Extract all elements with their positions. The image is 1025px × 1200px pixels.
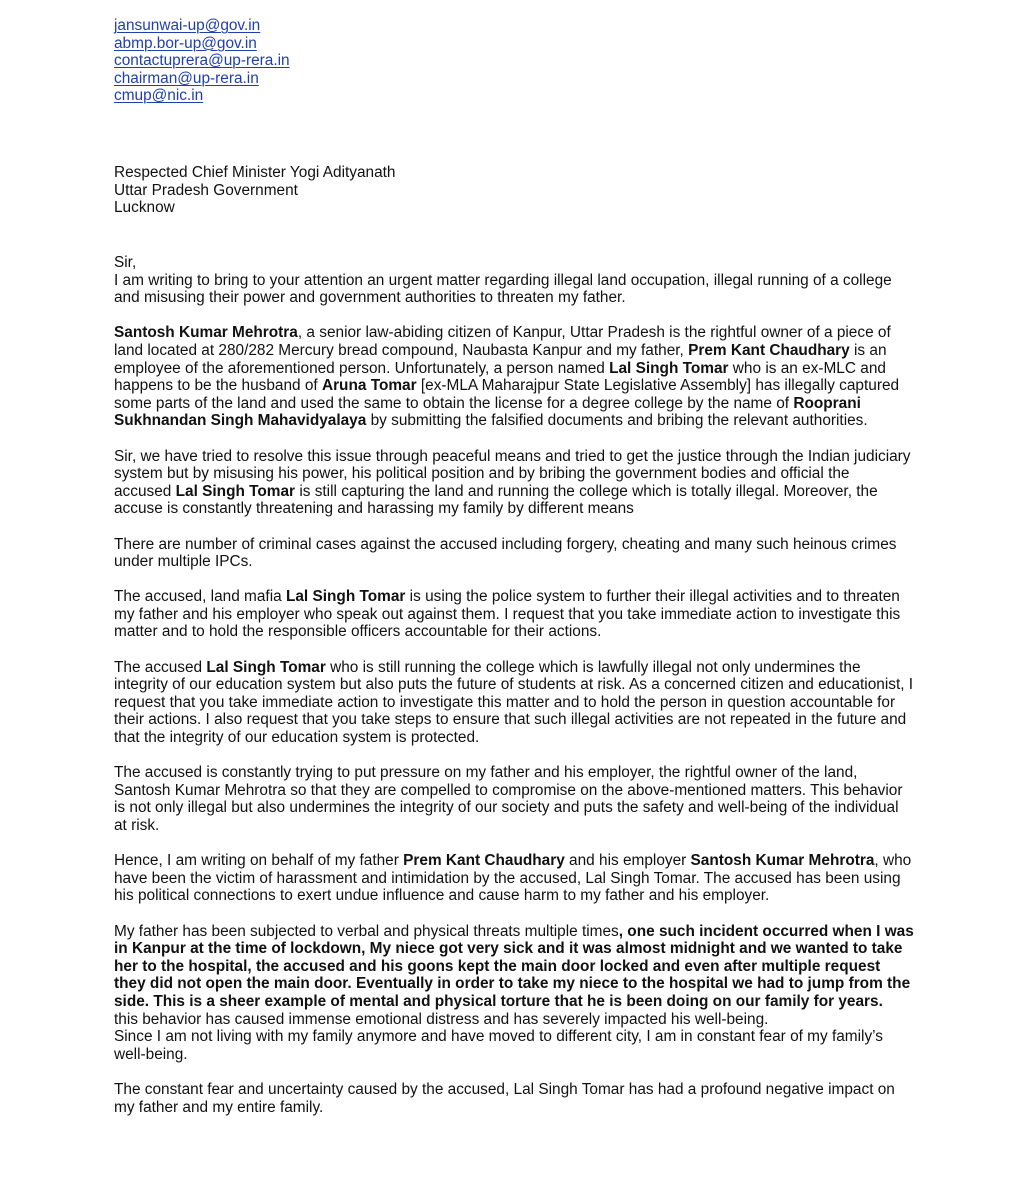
text-segment: this behavior has caused immense emotional distress and has severely impacted his well-being. (114, 1010, 769, 1028)
paragraph-line (114, 412, 914, 430)
paragraph-line (114, 360, 914, 378)
text-segment: my father and his employer who speak out against them. I request that you take immediate action to investigate this (114, 605, 901, 623)
text-segment: The accused (114, 658, 207, 676)
text-segment: and misusing their power and government authorities to threaten my father. (114, 289, 626, 307)
paragraph-line (114, 623, 914, 641)
paragraph-line (114, 870, 914, 888)
letter-paragraph (114, 448, 914, 518)
text-segment: and his employer (564, 852, 691, 870)
letter-paragraph (114, 852, 914, 905)
bold-text-segment: side. This is a sheer example of mental and physical torture that he is been doing on our family for years. (114, 992, 883, 1010)
letter-paragraph (114, 1081, 914, 1116)
letter-body (114, 254, 914, 1134)
text-segment: his political connections to exert undue influence and cause harm to my father and his employer. (114, 887, 770, 905)
text-segment: is still capturing the land and running the college which is totally illegal. Moreover, the (295, 482, 878, 500)
paragraph-line (114, 817, 914, 835)
bold-text-segment: , one such incident occurred when I was (618, 922, 914, 940)
paragraph-line (114, 940, 914, 958)
paragraph-line (114, 1081, 914, 1099)
paragraph-line (114, 588, 914, 606)
text-segment: [ex-MLA Maharajpur State Legislative Assembly] has illegally captured (416, 377, 900, 395)
text-segment: The constant fear and uncertainty caused by the accused, Lal Singh Tomar has had a profound negative impact on (114, 1080, 895, 1098)
text-segment: my father and my entire family. (114, 1098, 324, 1116)
bold-text-segment: Santosh Kumar Mehrotra (114, 324, 298, 342)
text-segment: Sir, (114, 254, 137, 271)
text-segment: Since I am not living with my family anymore and have moved to different city, I am in constant fear of my family’s (114, 1028, 883, 1046)
text-segment: Sir, we have tried to resolve this issue through peaceful means and tried to get the justice through the Indian judiciary (114, 447, 911, 465)
letter-paragraph (114, 324, 914, 430)
paragraph-line (114, 659, 914, 677)
recipient-address (114, 164, 395, 217)
text-segment: , who (874, 852, 912, 870)
paragraph-line (114, 324, 914, 342)
email-link-jansunwai[interactable]: jansunwai-up@gov.in (114, 17, 261, 34)
bold-text-segment: in Kanpur at the time of lockdown, My niece got very sick and it was almost midnight and we wanted to take (114, 940, 903, 958)
text-segment: who is still running the college which is lawfully illegal not only undermines the (325, 658, 861, 676)
paragraph-line (114, 536, 914, 554)
bold-text-segment: Rooprani (793, 394, 861, 412)
paragraph-line (114, 711, 914, 729)
text-segment: integrity of our education system but also puts the future of students at risk. As a concerned citizen and educationist, I (114, 676, 914, 694)
text-segment: at risk. (114, 817, 160, 834)
letter-paragraph (114, 923, 914, 1064)
text-segment: I am writing to bring to your attention an urgent matter regarding illegal land occupation, illegal running of a college (114, 271, 892, 289)
text-segment: is using the police system to further their illegal activities and to threaten (405, 588, 900, 606)
paragraph-line (114, 782, 914, 800)
text-segment: The accused, land mafia (114, 588, 286, 606)
paragraph-line (114, 289, 914, 307)
bold-text-segment: they did not open the main door. Eventually in order to take my niece to the hospital we had to jump from the (114, 975, 911, 993)
address-line-addressee: Respected Chief Minister Yogi Adityanath (114, 164, 396, 181)
bold-text-segment: Prem Kant Chaudhary (403, 852, 565, 870)
letter-paragraph (114, 254, 914, 307)
text-segment: have been the victim of harassment and intimidation by the accused, Lal Singh Tomar. The accused has been using (114, 869, 901, 887)
text-segment: My father has been subjected to verbal and physical threats multiple times (114, 922, 619, 940)
paragraph-line (114, 923, 914, 941)
bold-text-segment: Aruna Tomar (321, 377, 417, 395)
text-segment: well-being. (114, 1045, 188, 1063)
text-segment: There are number of criminal cases against the accused including forgery, cheating and many such heinous crimes (114, 535, 897, 553)
text-segment: by submitting the falsified documents and bribing the relevant authorities. (366, 412, 868, 430)
email-link-abmp[interactable]: abmp.bor-up@gov.in (114, 34, 257, 52)
paragraph-line (114, 764, 914, 782)
paragraph-line (114, 483, 914, 501)
email-link-chairman[interactable]: chairman@up-rera.in (114, 69, 259, 87)
address-line-city: Lucknow (114, 199, 175, 217)
paragraph-line (114, 1046, 914, 1064)
bold-text-segment: her to the hospital, the accused and his goons kept the main door locked and even after multiple request (114, 957, 881, 975)
text-segment: land located at 280/282 Mercury bread compound, Naubasta Kanpur and my father, (114, 341, 689, 359)
bold-text-segment: Sukhnandan Singh Mahavidyalaya (114, 412, 367, 430)
paragraph-line (114, 958, 914, 976)
bold-text-segment: Prem Kant Chaudhary (688, 341, 850, 359)
paragraph-line (114, 272, 914, 290)
paragraph-line (114, 1099, 914, 1117)
paragraph-line (114, 729, 914, 747)
bold-text-segment: Santosh Kumar Mehrotra (690, 852, 875, 870)
paragraph-line (114, 448, 914, 466)
text-segment: under multiple IPCs. (114, 553, 253, 571)
paragraph-line (114, 694, 914, 712)
paragraph-line (114, 606, 914, 624)
paragraph-line (114, 395, 914, 413)
text-segment: , a senior law-abiding citizen of Kanpur, Uttar Pradesh is the rightful owner of a piece of (297, 324, 891, 342)
letter-paragraph (114, 536, 914, 571)
paragraph-line (114, 465, 914, 483)
text-segment: Santosh Kumar Mehrotra so that they are compelled to compromise on the above-mentioned matters. This behavior (114, 781, 903, 799)
text-segment: their actions. I also request that you take steps to ensure that such illegal activities are not repeated in the future and (114, 711, 907, 729)
text-segment: The accused is constantly trying to put pressure on my father and his employer, the rightful owner of the land, (114, 764, 858, 782)
paragraph-line (114, 887, 914, 905)
bold-text-segment: Lal Singh Tomar (175, 482, 296, 500)
text-segment: that the integrity of our education system is protected. (114, 729, 480, 747)
text-segment: accused (114, 482, 176, 500)
paragraph-line (114, 1028, 914, 1046)
paragraph-line (114, 993, 914, 1011)
letter-paragraph (114, 588, 914, 641)
paragraph-line (114, 1011, 914, 1029)
email-link-cmup[interactable]: cmup@nic.in (114, 87, 204, 105)
paragraph-line (114, 254, 914, 272)
bold-text-segment: Lal Singh Tomar (285, 588, 406, 606)
paragraph-line (114, 342, 914, 360)
letter-paragraph (114, 764, 914, 834)
text-segment: employee of the aforementioned person. Unfortunately, a person named (114, 359, 610, 377)
text-segment: Hence, I am writing on behalf of my father (114, 852, 404, 870)
paragraph-line (114, 852, 914, 870)
paragraph-line (114, 676, 914, 694)
bold-text-segment: Lal Singh Tomar (206, 658, 326, 676)
paragraph-line (114, 500, 914, 518)
email-link-contactuprera[interactable]: contactuprera@up-rera.in (114, 52, 290, 70)
text-segment: accuse is constantly threatening and harassing my family by different means (114, 500, 634, 518)
text-segment: matter and to hold the responsible officers accountable for their actions. (114, 623, 602, 641)
text-segment: is not only illegal but also undermines the integrity of our society and puts the safety and well-being of the individual (114, 799, 899, 817)
text-segment: is an (849, 341, 887, 359)
paragraph-line (114, 377, 914, 395)
text-segment: request that you take immediate action to investigate this matter and to hold the person in question accountable for (114, 693, 896, 711)
letter-paragraph (114, 659, 914, 747)
address-line-government: Uttar Pradesh Government (114, 181, 298, 199)
paragraph-line (114, 799, 914, 817)
email-recipient-list (114, 17, 290, 105)
bold-text-segment: Lal Singh Tomar (609, 359, 729, 377)
text-segment: some parts of the land and used the same to obtain the license for a degree college by the name of (114, 394, 794, 412)
text-segment: system but by misusing his power, his political position and by bribing the government bodies and official the (114, 465, 850, 483)
paragraph-line (114, 975, 914, 993)
text-segment: who is an ex-MLC and (728, 359, 886, 377)
text-segment: happens to be the husband of (114, 377, 322, 395)
paragraph-line (114, 553, 914, 571)
